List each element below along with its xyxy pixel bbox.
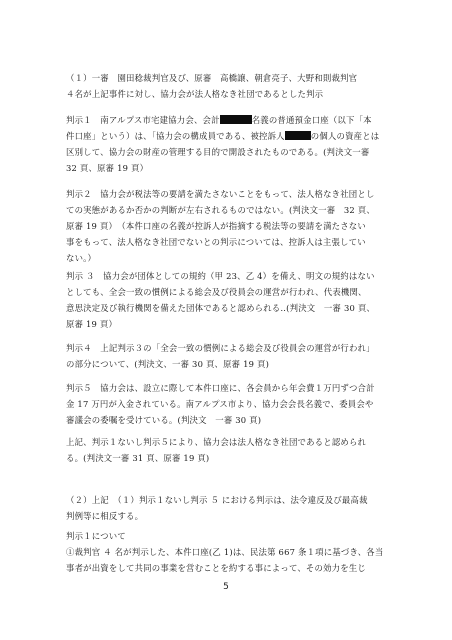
hanji3-line1: 判示 ３ 協力会が団体としての規約（甲 23、乙 4）を備え、明文の規約はない: [66, 271, 375, 281]
hanji2-line4: 事をもって、法人格なき社団でないとの判示については、控訴人は主張してい: [66, 237, 366, 247]
conclusion-line2: る。(判決文一審 31 頁、原審 19 頁): [66, 453, 210, 463]
redaction-bar: [220, 115, 252, 124]
hanji1-line2-a: 件口座」という）は、「協力会の構成員である、被控訴人: [66, 131, 285, 141]
section2-line1: （２）上記 （１）判示１ないし判示 ５ における判示は、法令違反及び最高裁: [66, 495, 368, 505]
hanji1-line1: [66, 112, 392, 128]
hanji1-line4: 32 頁、原審 19 頁）: [66, 163, 149, 173]
hanji2-line1: 判示２ 協力会が税法等の要請を満たさないことをもって、法人格なき社団とし: [66, 189, 375, 199]
hanji4-line1: 判示４ 上記判示３の「全会一致の慣例による総会及び役員会の運営が行われ」: [66, 343, 375, 353]
redaction-bar: [285, 131, 311, 140]
hanji2-line2: ての実態があるか否かの判断が左右されるものではない。(判決文一審 32 頁、: [66, 205, 375, 215]
section1-heading-line2: ４名が上記事件に対し、協力会が法人格なき社団であるとした判示: [66, 89, 324, 99]
section1-heading-line1: （１）一審 園田稔裁判官及び、原審 高橋譲、朝倉亮子、大野和則裁判官: [66, 73, 358, 83]
about-hanji1-heading: 判示１について: [66, 531, 126, 541]
hanji5-line2: 金 17 万円が入金されている。南アルプス市より、協力会会長名義で、委員会や: [66, 399, 374, 409]
hanji3-line3: 意思決定及び執行機関を備えた団体であると認められる‥(判決文 一審 30 頁、: [66, 303, 376, 313]
hanji5-line1: 判示５ 協力会は、設立に際して本件口座に、各会員から年会費１万円ずつ合計: [66, 383, 375, 393]
conclusion-line1: 上記、判示１ないし判示５により、協力会は法人格なき社団であると認められ: [66, 437, 367, 447]
hanji1-line2-b: の個人の資産とは: [310, 131, 380, 141]
hanji1-line3: 区別して、協力会の財産の管理する目的で開設されたものである。(判決文一審: [66, 147, 370, 157]
hanji2-line5: ない。）: [66, 253, 97, 263]
hanji1-line1-a: 判示１ 南アルプス市宅建協力会、会計: [66, 115, 220, 125]
hanji3-line4: 原審 19 頁）: [66, 319, 118, 329]
hanji2-line3: 原審 19 頁） （本件口座の名義が控訴人が指摘する税法等の要請を満たさない: [66, 221, 366, 231]
page-number: 5: [223, 582, 229, 592]
hanji4-line2: の部分について、(判決文、一審 30 頁、原審 19 頁): [66, 359, 270, 369]
about-hanji1-line2: 事者が出資をして共同の事業を営むことを約する事によって、その効力を生じ: [66, 563, 366, 573]
section2-line2: 判例等に相反する。: [66, 511, 144, 521]
about-hanji1-line1: ①裁判官 ４ 名が判示した、本件口座(乙 1)は、民法第 667 条１項に基づき、各当: [66, 547, 384, 557]
hanji1-line2: [66, 128, 392, 144]
hanji3-line2: としても、全会一致の慣例による総会及び役員会の運営が行われ、代表機関、: [66, 287, 367, 297]
hanji5-line3: 審議会の委嘱を受けている。(判決文 一審 30 頁): [66, 415, 262, 425]
hanji1-line1-b: 名義の普通預金口座（以下「本: [251, 115, 372, 125]
